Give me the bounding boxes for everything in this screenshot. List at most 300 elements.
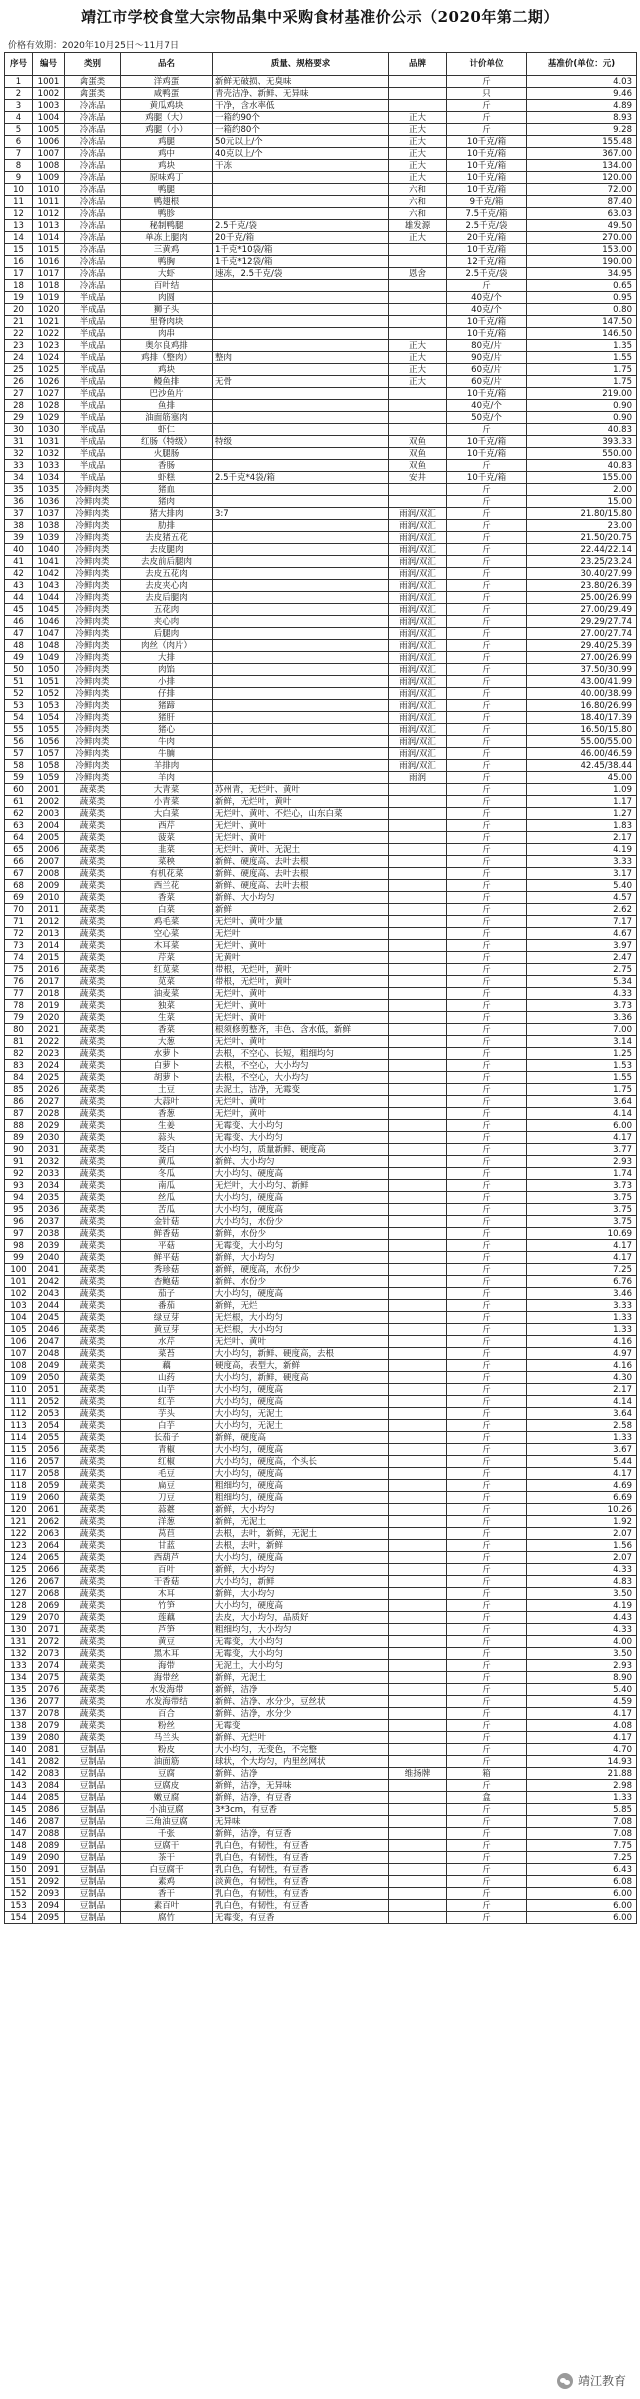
cell-spec	[213, 652, 389, 664]
cell-category: 半成品	[65, 448, 121, 460]
table-row	[5, 316, 637, 328]
cell-code: 2092	[33, 1876, 65, 1888]
cell-item-name: 大葱	[121, 1036, 213, 1048]
table-row	[5, 1492, 637, 1504]
cell-category: 蔬菜类	[65, 1660, 121, 1672]
cell-item-name: 鸡中	[121, 148, 213, 160]
cell-spec: 硬度高，表型大，新鲜	[213, 1360, 389, 1372]
cell-category: 蔬菜类	[65, 1060, 121, 1072]
cell-category: 冷冻品	[65, 208, 121, 220]
cell-unit: 斤	[447, 496, 527, 508]
cell-item-name: 马兰头	[121, 1732, 213, 1744]
cell-item-name: 鸡块	[121, 160, 213, 172]
cell-category: 蔬菜类	[65, 1732, 121, 1744]
cell-brand	[389, 1840, 447, 1852]
cell-spec	[213, 280, 389, 292]
cell-item-name: 西葫芦	[121, 1552, 213, 1564]
cell-item-name: 西芹	[121, 820, 213, 832]
cell-category: 豆制品	[65, 1780, 121, 1792]
cell-item-name: 素鸡	[121, 1876, 213, 1888]
cell-spec: 新鲜，洁净，无异味	[213, 1780, 389, 1792]
cell-price: 87.40	[527, 196, 637, 208]
table-row	[5, 1252, 637, 1264]
cell-unit: 斤	[447, 424, 527, 436]
cell-code: 2002	[33, 796, 65, 808]
cell-category: 蔬菜类	[65, 1672, 121, 1684]
cell-price: 16.80/26.99	[527, 700, 637, 712]
table-row	[5, 1816, 637, 1828]
cell-spec: 淡黄色，有韧性，有豆香	[213, 1876, 389, 1888]
cell-unit: 斤	[447, 940, 527, 952]
cell-spec	[213, 544, 389, 556]
cell-item-name: 蒜头	[121, 1132, 213, 1144]
cell-brand	[389, 844, 447, 856]
table-row	[5, 496, 637, 508]
cell-code: 1011	[33, 196, 65, 208]
cell-price: 3.14	[527, 1036, 637, 1048]
table-row	[5, 976, 637, 988]
cell-item-name: 白萝卜	[121, 1060, 213, 1072]
cell-brand	[389, 1528, 447, 1540]
cell-seq: 41	[5, 556, 33, 568]
table-row	[5, 1744, 637, 1756]
cell-code: 2049	[33, 1360, 65, 1372]
cell-code: 2066	[33, 1564, 65, 1576]
cell-seq: 143	[5, 1780, 33, 1792]
cell-category: 豆制品	[65, 1816, 121, 1828]
cell-category: 半成品	[65, 328, 121, 340]
cell-category: 豆制品	[65, 1840, 121, 1852]
cell-category: 冷冻品	[65, 148, 121, 160]
cell-category: 冷冻品	[65, 256, 121, 268]
cell-brand	[389, 292, 447, 304]
cell-spec: 无烂叶、黄叶	[213, 1336, 389, 1348]
cell-spec: 新鲜，硬度高，水份少	[213, 1264, 389, 1276]
cell-item-name: 狮子头	[121, 304, 213, 316]
cell-brand: 安井	[389, 472, 447, 484]
cell-brand	[389, 1576, 447, 1588]
cell-item-name: 木耳菜	[121, 940, 213, 952]
cell-item-name: 小青菜	[121, 796, 213, 808]
cell-seq: 79	[5, 1012, 33, 1024]
cell-spec: 一箱约90个	[213, 112, 389, 124]
cell-brand	[389, 928, 447, 940]
table-row	[5, 1864, 637, 1876]
cell-item-name: 仔排	[121, 688, 213, 700]
cell-item-name: 芋头	[121, 1408, 213, 1420]
cell-spec: 新鲜，无泥土	[213, 1672, 389, 1684]
cell-brand	[389, 892, 447, 904]
cell-unit: 斤	[447, 100, 527, 112]
cell-price: 120.00	[527, 172, 637, 184]
cell-price: 4.33	[527, 1564, 637, 1576]
cell-seq: 47	[5, 628, 33, 640]
cell-item-name: 去皮猪五花	[121, 532, 213, 544]
cell-brand: 双鱼	[389, 436, 447, 448]
cell-seq: 100	[5, 1264, 33, 1276]
cell-code: 1030	[33, 424, 65, 436]
table-row	[5, 1348, 637, 1360]
cell-code: 2004	[33, 820, 65, 832]
cell-spec: 新鲜，大小均匀	[213, 1588, 389, 1600]
cell-item-name: 羊肉	[121, 772, 213, 784]
cell-unit: 斤	[447, 1876, 527, 1888]
cell-item-name: 苦瓜	[121, 1204, 213, 1216]
cell-price: 1.92	[527, 1516, 637, 1528]
header-code: 编号	[33, 53, 65, 76]
cell-seq: 67	[5, 868, 33, 880]
table-row	[5, 604, 637, 616]
header-price: 基准价(单位：元)	[527, 53, 637, 76]
cell-brand	[389, 1360, 447, 1372]
cell-brand	[389, 76, 447, 88]
cell-price: 55.00/55.00	[527, 736, 637, 748]
cell-brand	[389, 256, 447, 268]
cell-seq: 142	[5, 1768, 33, 1780]
cell-price: 6.69	[527, 1492, 637, 1504]
cell-code: 1043	[33, 580, 65, 592]
table-row	[5, 1468, 637, 1480]
cell-brand	[389, 1792, 447, 1804]
cell-item-name: 南瓜	[121, 1180, 213, 1192]
table-row	[5, 760, 637, 772]
cell-category: 蔬菜类	[65, 1288, 121, 1300]
cell-seq: 25	[5, 364, 33, 376]
cell-unit: 2.5千克/袋	[447, 268, 527, 280]
cell-price: 7.08	[527, 1828, 637, 1840]
table-row	[5, 1444, 637, 1456]
cell-code: 1014	[33, 232, 65, 244]
table-row	[5, 868, 637, 880]
cell-category: 蔬菜类	[65, 1096, 121, 1108]
cell-unit: 斤	[447, 1072, 527, 1084]
cell-brand	[389, 1048, 447, 1060]
cell-spec: 大小均匀，硬度高	[213, 1204, 389, 1216]
cell-price: 1.09	[527, 784, 637, 796]
cell-code: 2027	[33, 1096, 65, 1108]
cell-code: 2093	[33, 1888, 65, 1900]
cell-category: 蔬菜类	[65, 1708, 121, 1720]
cell-unit: 10千克/箱	[447, 328, 527, 340]
cell-seq: 144	[5, 1792, 33, 1804]
cell-code: 2020	[33, 1012, 65, 1024]
cell-brand: 雄发源	[389, 220, 447, 232]
cell-seq: 115	[5, 1444, 33, 1456]
cell-unit: 10千克/箱	[447, 244, 527, 256]
cell-price: 49.50	[527, 220, 637, 232]
cell-price: 3.50	[527, 1648, 637, 1660]
cell-unit: 斤	[447, 712, 527, 724]
table-row	[5, 1780, 637, 1792]
cell-category: 冷鲜肉类	[65, 496, 121, 508]
cell-unit: 斤	[447, 1360, 527, 1372]
cell-brand	[389, 1060, 447, 1072]
cell-code: 1029	[33, 412, 65, 424]
table-row	[5, 1420, 637, 1432]
cell-spec: 无烂叶、黄叶	[213, 940, 389, 952]
cell-brand	[389, 1672, 447, 1684]
cell-seq: 152	[5, 1888, 33, 1900]
table-row	[5, 880, 637, 892]
cell-category: 蔬菜类	[65, 880, 121, 892]
cell-category: 蔬菜类	[65, 1408, 121, 1420]
table-row	[5, 1288, 637, 1300]
cell-spec: 粗细均匀，大小均匀	[213, 1624, 389, 1636]
table-row	[5, 664, 637, 676]
cell-unit: 斤	[447, 892, 527, 904]
cell-price: 270.00	[527, 232, 637, 244]
cell-seq: 78	[5, 1000, 33, 1012]
cell-item-name: 香肠	[121, 460, 213, 472]
cell-unit: 斤	[447, 1108, 527, 1120]
table-row	[5, 1480, 637, 1492]
cell-unit: 斤	[447, 916, 527, 928]
cell-brand	[389, 1696, 447, 1708]
table-row	[5, 592, 637, 604]
cell-code: 1049	[33, 652, 65, 664]
cell-price: 4.17	[527, 1708, 637, 1720]
cell-category: 蔬菜类	[65, 1504, 121, 1516]
cell-price: 4.17	[527, 1252, 637, 1264]
cell-spec: 去根，不空心，大小均匀	[213, 1060, 389, 1072]
cell-category: 半成品	[65, 340, 121, 352]
cell-category: 豆制品	[65, 1852, 121, 1864]
cell-code: 2081	[33, 1744, 65, 1756]
cell-brand: 雨润/双汇	[389, 556, 447, 568]
cell-spec: 无霉变	[213, 1720, 389, 1732]
cell-category: 冷冻品	[65, 220, 121, 232]
cell-code: 2022	[33, 1036, 65, 1048]
cell-spec: 无骨	[213, 376, 389, 388]
table-row	[5, 1216, 637, 1228]
cell-price: 40.83	[527, 424, 637, 436]
cell-unit: 箱	[447, 1768, 527, 1780]
cell-code: 2069	[33, 1600, 65, 1612]
cell-item-name: 鸡腿（小）	[121, 124, 213, 136]
cell-code: 2052	[33, 1396, 65, 1408]
cell-price: 7.17	[527, 916, 637, 928]
cell-brand: 雨润/双汇	[389, 724, 447, 736]
cell-category: 冷冻品	[65, 244, 121, 256]
cell-unit: 斤	[447, 724, 527, 736]
cell-brand: 雨润/双汇	[389, 712, 447, 724]
cell-brand: 正大	[389, 172, 447, 184]
cell-unit: 斤	[447, 1912, 527, 1924]
cell-code: 2059	[33, 1480, 65, 1492]
cell-spec: 新鲜、大小均匀	[213, 892, 389, 904]
cell-category: 蔬菜类	[65, 844, 121, 856]
cell-seq: 122	[5, 1528, 33, 1540]
cell-unit: 斤	[447, 1468, 527, 1480]
cell-code: 1033	[33, 460, 65, 472]
table-row	[5, 1552, 637, 1564]
cell-brand	[389, 1588, 447, 1600]
cell-brand	[389, 1120, 447, 1132]
cell-code: 2072	[33, 1636, 65, 1648]
cell-price: 4.59	[527, 1696, 637, 1708]
cell-price: 4.70	[527, 1744, 637, 1756]
cell-spec: 大小均匀，新鲜，硬度高	[213, 1372, 389, 1384]
cell-item-name: 菠菜	[121, 832, 213, 844]
cell-code: 1021	[33, 316, 65, 328]
cell-spec	[213, 340, 389, 352]
cell-code: 2087	[33, 1816, 65, 1828]
cell-code: 1056	[33, 736, 65, 748]
cell-spec: 无烂叶、黄叶少量	[213, 916, 389, 928]
cell-code: 1019	[33, 292, 65, 304]
cell-spec: 无霉变，有豆香	[213, 1912, 389, 1924]
cell-unit: 斤	[447, 1180, 527, 1192]
cell-category: 蔬菜类	[65, 1636, 121, 1648]
table-row	[5, 1636, 637, 1648]
cell-item-name: 鸡块	[121, 364, 213, 376]
cell-seq: 105	[5, 1324, 33, 1336]
cell-brand	[389, 1612, 447, 1624]
cell-code: 2016	[33, 964, 65, 976]
cell-code: 1001	[33, 76, 65, 88]
cell-seq: 56	[5, 736, 33, 748]
cell-unit: 斤	[447, 1504, 527, 1516]
table-row	[5, 1264, 637, 1276]
table-row	[5, 268, 637, 280]
cell-seq: 46	[5, 616, 33, 628]
cell-item-name: 茄子	[121, 1288, 213, 1300]
cell-item-name: 猪蹄	[121, 700, 213, 712]
cell-unit: 斤	[447, 856, 527, 868]
cell-code: 2076	[33, 1684, 65, 1696]
cell-code: 2044	[33, 1300, 65, 1312]
cell-code: 1032	[33, 448, 65, 460]
cell-unit: 斤	[447, 1204, 527, 1216]
cell-code: 2043	[33, 1288, 65, 1300]
cell-brand: 雨润/双汇	[389, 616, 447, 628]
cell-spec: 无霉变、大小均匀	[213, 1120, 389, 1132]
cell-spec: 新鲜，洁净，有豆香	[213, 1792, 389, 1804]
cell-category: 蔬菜类	[65, 820, 121, 832]
cell-category: 蔬菜类	[65, 1336, 121, 1348]
table-row	[5, 904, 637, 916]
cell-category: 冷冻品	[65, 160, 121, 172]
cell-item-name: 鸡腿（大）	[121, 112, 213, 124]
cell-unit: 40克/个	[447, 400, 527, 412]
table-row	[5, 628, 637, 640]
cell-item-name: 红肠（特级）	[121, 436, 213, 448]
cell-unit: 斤	[447, 1804, 527, 1816]
cell-brand	[389, 1552, 447, 1564]
cell-brand: 正大	[389, 340, 447, 352]
cell-item-name: 素百叶	[121, 1900, 213, 1912]
cell-item-name: 去皮后腿肉	[121, 592, 213, 604]
cell-seq: 132	[5, 1648, 33, 1660]
cell-category: 半成品	[65, 400, 121, 412]
cell-category: 蔬菜类	[65, 988, 121, 1000]
cell-seq: 154	[5, 1912, 33, 1924]
cell-brand: 双鱼	[389, 448, 447, 460]
cell-category: 冷鲜肉类	[65, 592, 121, 604]
cell-spec: 无泥土，大小均匀	[213, 1660, 389, 1672]
cell-price: 23.25/23.24	[527, 556, 637, 568]
table-row	[5, 1144, 637, 1156]
cell-category: 蔬菜类	[65, 892, 121, 904]
cell-seq: 137	[5, 1708, 33, 1720]
cell-code: 1031	[33, 436, 65, 448]
cell-price: 7.75	[527, 1840, 637, 1852]
cell-seq: 145	[5, 1804, 33, 1816]
cell-code: 2060	[33, 1492, 65, 1504]
cell-seq: 109	[5, 1372, 33, 1384]
cell-code: 1036	[33, 496, 65, 508]
cell-seq: 6	[5, 136, 33, 148]
cell-seq: 124	[5, 1552, 33, 1564]
cell-item-name: 油麦菜	[121, 988, 213, 1000]
cell-spec: 无烂叶，黄叶	[213, 1108, 389, 1120]
cell-item-name: 奥尔良鸡排	[121, 340, 213, 352]
cell-spec: 一箱约80个	[213, 124, 389, 136]
cell-price: 1.74	[527, 1168, 637, 1180]
cell-seq: 131	[5, 1636, 33, 1648]
cell-category: 冷鲜肉类	[65, 712, 121, 724]
cell-unit: 斤	[447, 1024, 527, 1036]
cell-unit: 斤	[447, 820, 527, 832]
cell-spec: 大小均匀，硬度高	[213, 1396, 389, 1408]
watermark-text: 靖江教育	[577, 2374, 626, 2388]
cell-category: 蔬菜类	[65, 1276, 121, 1288]
cell-unit: 斤	[447, 592, 527, 604]
cell-category: 蔬菜类	[65, 808, 121, 820]
cell-price: 2.62	[527, 904, 637, 916]
cell-category: 冷鲜肉类	[65, 544, 121, 556]
cell-item-name: 百叶结	[121, 280, 213, 292]
cell-spec: 新鲜，无烂	[213, 1300, 389, 1312]
cell-brand	[389, 1000, 447, 1012]
cell-spec: 新鲜、洁净，水分少	[213, 1708, 389, 1720]
cell-brand	[389, 1252, 447, 1264]
cell-code: 2091	[33, 1864, 65, 1876]
cell-code: 2054	[33, 1420, 65, 1432]
cell-category: 冷鲜肉类	[65, 484, 121, 496]
cell-category: 冷鲜肉类	[65, 616, 121, 628]
cell-seq: 69	[5, 892, 33, 904]
cell-price: 3.46	[527, 1288, 637, 1300]
cell-unit: 斤	[447, 1636, 527, 1648]
cell-price: 3.64	[527, 1096, 637, 1108]
header-brand: 品牌	[389, 53, 447, 76]
cell-brand	[389, 496, 447, 508]
cell-item-name: 牛腩	[121, 748, 213, 760]
cell-category: 半成品	[65, 376, 121, 388]
cell-category: 蔬菜类	[65, 832, 121, 844]
cell-spec: 大小均匀，硬度高	[213, 1468, 389, 1480]
cell-code: 2064	[33, 1540, 65, 1552]
cell-spec: 50元以上/个	[213, 136, 389, 148]
cell-price: 7.08	[527, 1816, 637, 1828]
cell-category: 蔬菜类	[65, 1612, 121, 1624]
cell-spec: 无烂叶、黄叶	[213, 820, 389, 832]
cell-category: 冷鲜肉类	[65, 628, 121, 640]
cell-code: 1050	[33, 664, 65, 676]
table-row	[5, 568, 637, 580]
cell-item-name: 菜秧	[121, 856, 213, 868]
cell-brand	[389, 1312, 447, 1324]
cell-code: 1002	[33, 88, 65, 100]
header-spec: 质量、规格要求	[213, 53, 389, 76]
cell-unit: 斤	[447, 1300, 527, 1312]
cell-code: 2051	[33, 1384, 65, 1396]
cell-unit: 斤	[447, 484, 527, 496]
table-row	[5, 736, 637, 748]
table-row	[5, 652, 637, 664]
cell-code: 2024	[33, 1060, 65, 1072]
